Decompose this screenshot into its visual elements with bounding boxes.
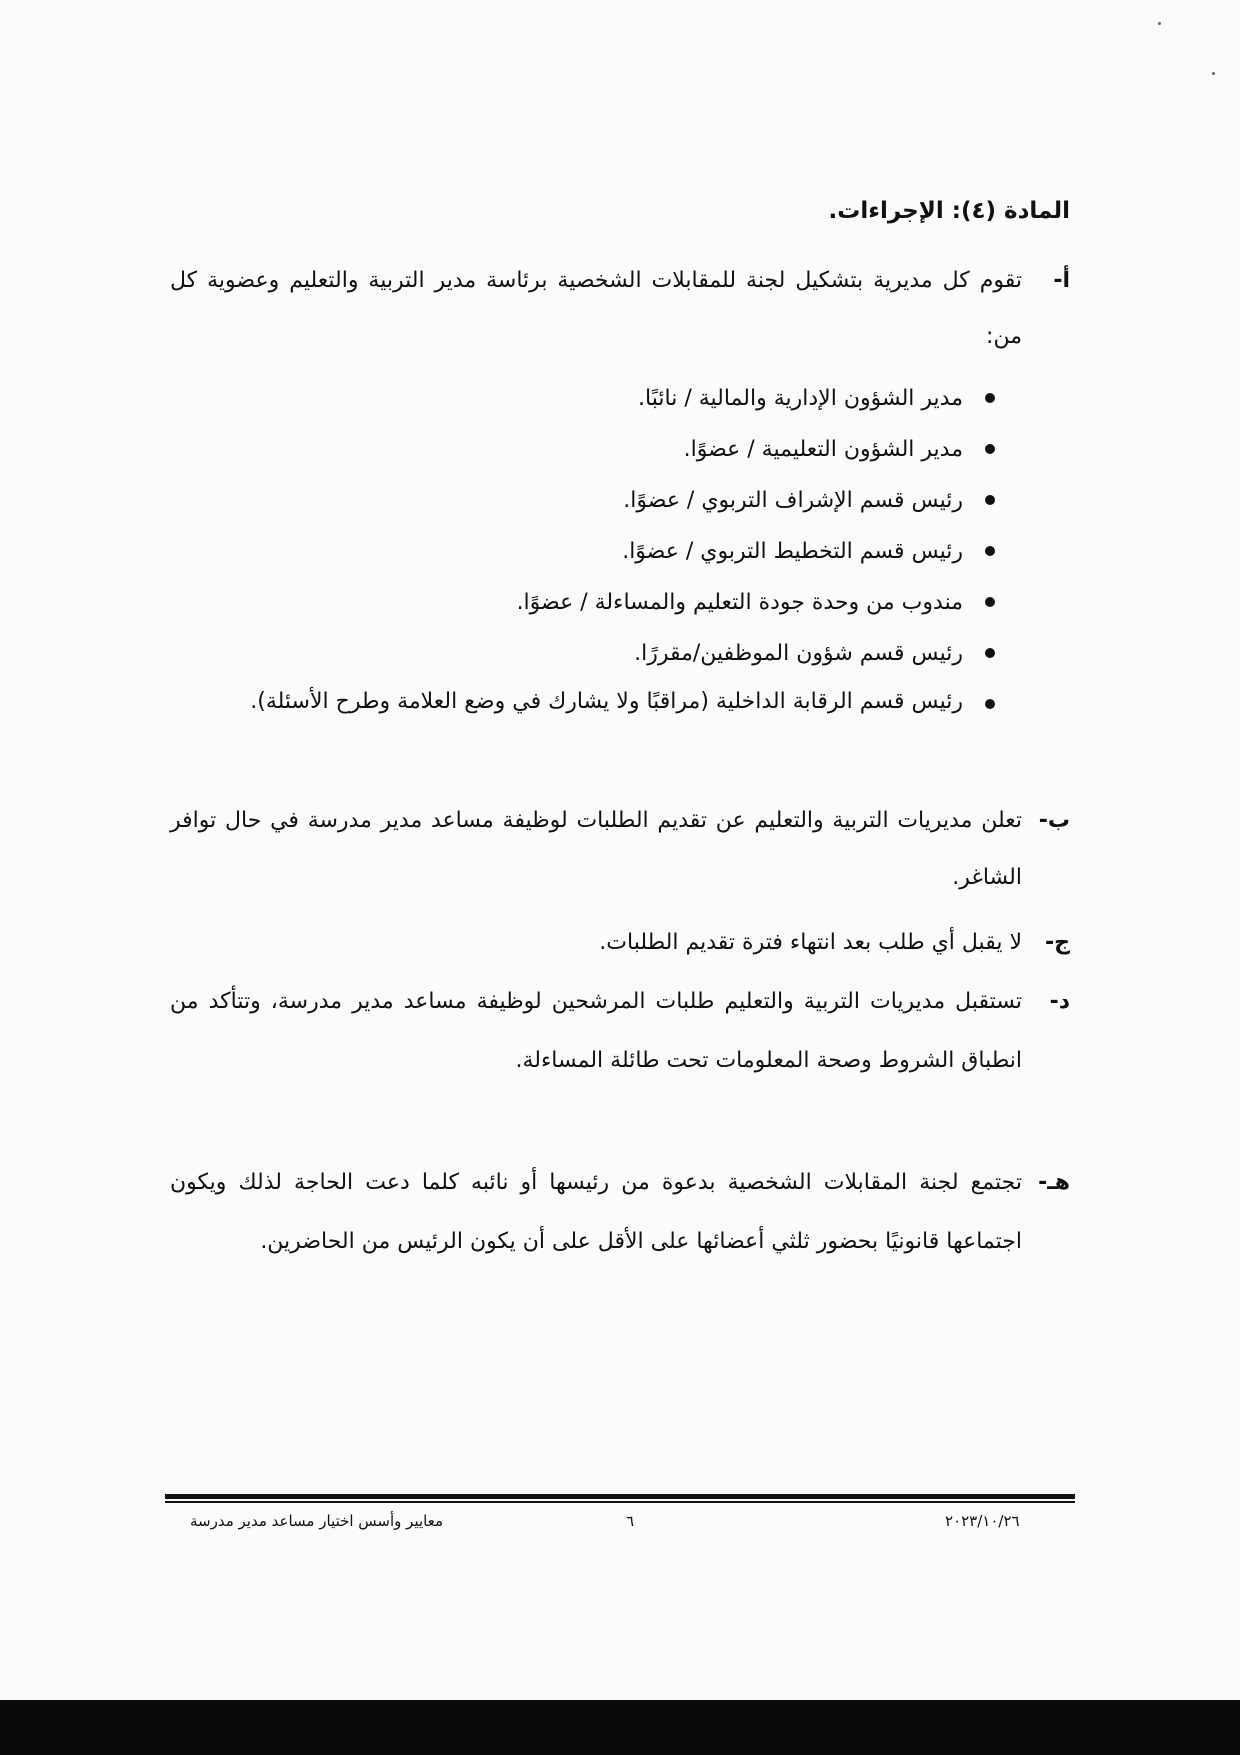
list-item xyxy=(165,475,995,526)
clause-d xyxy=(170,972,1070,1090)
bullet-icon xyxy=(985,444,995,454)
list-item xyxy=(165,679,995,725)
footer-date: ٢٠٢٣/١٠/٢٦ xyxy=(945,1512,1020,1530)
member-text: مدير الشؤون التعليمية / عضوًا. xyxy=(683,437,963,462)
clause-d-marker: د- xyxy=(1049,989,1070,1014)
list-item xyxy=(165,424,995,475)
clause-b-text: تعلن مديريات التربية والتعليم عن تقديم الطلبات لوظيفة مساعد مدير مدرسة في حال توافر الشاغر. xyxy=(170,808,1022,890)
member-text: رئيس قسم الرقابة الداخلية (مراقبًا ولا يشارك في وضع العلامة وطرح الأسئلة). xyxy=(250,689,963,714)
footer-rule xyxy=(165,1494,1075,1499)
footer-page-number: ٦ xyxy=(626,1512,635,1530)
scan-bottom-edge xyxy=(0,1700,1240,1755)
list-item xyxy=(165,526,995,577)
clause-e xyxy=(170,1153,1070,1271)
clause-c-marker: ج- xyxy=(1045,930,1070,955)
list-item xyxy=(165,628,995,679)
footer-document-title: معايير وأسس اختيار مساعد مدير مدرسة xyxy=(190,1512,444,1530)
member-text: رئيس قسم التخطيط التربوي / عضوًا. xyxy=(622,539,963,564)
clause-a xyxy=(170,253,1070,365)
clause-c xyxy=(170,915,1070,971)
scan-speck xyxy=(1158,22,1161,25)
bullet-icon xyxy=(985,597,995,607)
bullet-icon xyxy=(985,495,995,505)
clause-b-marker: ب- xyxy=(1038,808,1070,833)
scan-speck xyxy=(1212,72,1215,75)
bullet-icon xyxy=(985,393,995,403)
bullet-icon xyxy=(985,699,995,709)
bullet-icon xyxy=(985,546,995,556)
clause-e-text: تجتمع لجنة المقابلات الشخصية بدعوة من رئيسها أو نائبه كلما دعت الحاجة لذلك ويكون اجتماعها قانونيًا بحضور ثلثي أعضائها على الأقل على أن يكون الرئيس من الحاضرين. xyxy=(170,1170,1022,1254)
clause-a-marker: أ- xyxy=(1053,268,1070,293)
clause-c-text: لا يقبل أي طلب بعد انتهاء فترة تقديم الطلبات. xyxy=(599,930,1022,955)
bullet-icon xyxy=(985,648,995,658)
member-text: مندوب من وحدة جودة التعليم والمساءلة / عضوًا. xyxy=(516,590,963,615)
footer-rule xyxy=(165,1501,1075,1503)
article-heading: المادة (٤): الإجراءات. xyxy=(828,198,1070,224)
clause-d-text: تستقبل مديريات التربية والتعليم طلبات المرشحين لوظيفة مساعد مدير مدرسة، وتتأكد من انطباق الشروط وصحة المعلومات تحت طائلة المساءلة. xyxy=(170,989,1022,1073)
member-text: رئيس قسم شؤون الموظفين/مقررًا. xyxy=(634,641,963,666)
clause-b xyxy=(170,792,1070,906)
member-text: مدير الشؤون الإدارية والمالية / نائبًا. xyxy=(638,386,963,411)
clause-e-marker: هـ- xyxy=(1038,1170,1070,1195)
list-item xyxy=(165,373,995,424)
committee-members-list xyxy=(165,373,995,725)
clause-a-text: تقوم كل مديرية بتشكيل لجنة للمقابلات الشخصية برئاسة مدير التربية والتعليم وعضوية كل من: xyxy=(170,268,1022,349)
list-item xyxy=(165,577,995,628)
member-text: رئيس قسم الإشراف التربوي / عضوًا. xyxy=(623,488,963,513)
